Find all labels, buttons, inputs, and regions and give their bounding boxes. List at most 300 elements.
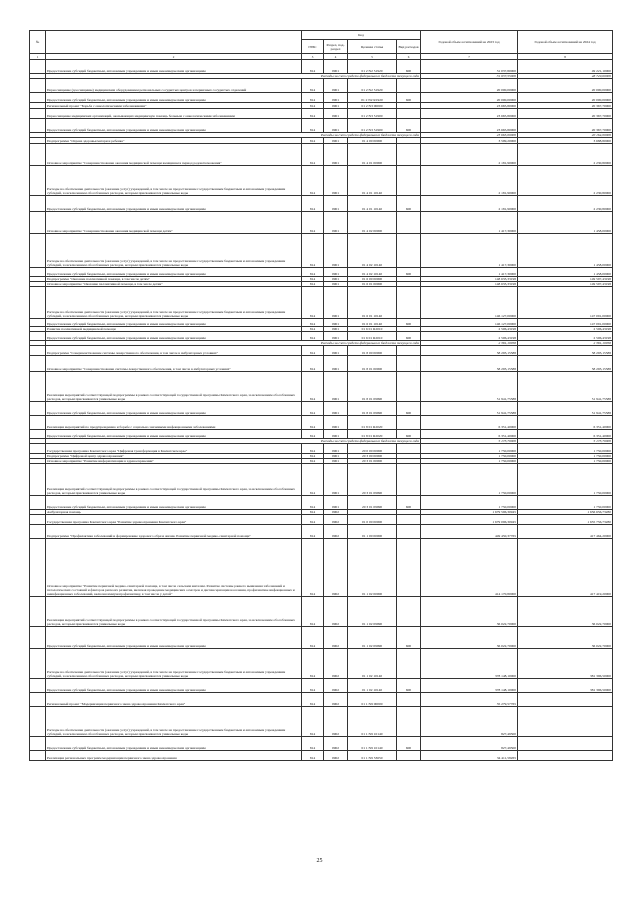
col-header-num: №	[30, 31, 46, 54]
col-header-name	[46, 31, 302, 54]
cell-section: 0902	[324, 515, 348, 525]
cell-target: 01 2 N3 51900	[348, 119, 397, 133]
column-number: 4	[324, 54, 348, 60]
cell-target: 01 4 01 10140	[348, 166, 397, 196]
cell-2024: 1 750,00000	[518, 444, 613, 454]
cell-name: Предоставление субсидий бюджетным, автономным учреждениям и иным некоммерческим организациям	[46, 627, 302, 649]
cell-exptype: 600	[397, 60, 421, 74]
cell-section: 0901	[324, 416, 348, 430]
cell-target: 01 8 01 R2020	[348, 416, 397, 430]
table-row	[30, 539, 613, 597]
cell-name: Предоставление субсидий бюджетным, автономным учреждениям и иным некоммерческим организациям	[46, 737, 302, 751]
cell-section: 0901	[324, 444, 348, 454]
cell-2023: 1 679 596,30945	[421, 510, 518, 515]
cell-target: 01 8 01 R2020	[348, 430, 397, 439]
cell-2024: 1 750,00000	[518, 496, 613, 510]
cell-name: Подпрограмма "Охрана здоровья матери и ребенка"	[46, 138, 302, 144]
cell-2023: 51 941,75588	[421, 402, 518, 416]
cell-2023: 827,49500	[421, 737, 518, 751]
cell-section: 0901	[324, 138, 348, 144]
cell-2023: 1 417,30000	[421, 268, 518, 277]
cell-target: 01 1 02 00000	[348, 539, 397, 597]
cell-num	[30, 496, 46, 510]
cell-2024	[518, 737, 613, 751]
cell-2023: 20 000,00000	[421, 93, 518, 103]
cell-exptype	[397, 144, 421, 166]
cell-2024: 149 597,43198	[518, 277, 613, 282]
cell-2023: 414 170,80000	[421, 539, 518, 597]
cell-2024	[518, 707, 613, 737]
budget-table	[29, 30, 613, 761]
cell-target: 01 2 N3 00000	[348, 103, 397, 109]
cell-grbs: 814	[302, 454, 324, 459]
cell-exptype	[397, 539, 421, 597]
cell-section: 0901	[324, 496, 348, 510]
cell-target: 01 1 N9 53650	[348, 751, 397, 761]
cell-section: 0901	[324, 166, 348, 196]
cell-2024	[518, 693, 613, 707]
table-row	[30, 268, 613, 277]
cell-grbs: 814	[302, 679, 324, 693]
cell-grbs: 814	[302, 196, 324, 212]
cell-exptype: 600	[397, 496, 421, 510]
cell-2024: 20 164,00000	[518, 133, 613, 138]
cell-grbs: 814	[302, 402, 324, 416]
table-row	[30, 287, 613, 319]
cell-name: Переоснащение медицинских организаций, оказывающих медицинскую помощь больным с онкологическими заболеваниями	[46, 109, 302, 119]
col-header-exptype: Вид расходов	[397, 40, 421, 54]
table-row	[30, 597, 613, 627]
cell-section: 0901	[324, 454, 348, 459]
cell-2024: 51 941,75588	[518, 402, 613, 416]
cell-exptype	[397, 356, 421, 372]
cell-grbs: 814	[302, 525, 324, 539]
table-row	[30, 144, 613, 166]
cell-2024: 147 091,00000	[518, 319, 613, 327]
cell-grbs: 814	[302, 649, 324, 679]
cell-grbs: 814	[302, 627, 324, 649]
cell-2023: 51 941,75588	[421, 372, 518, 402]
cell-target: 01 1 N9 10140	[348, 737, 397, 751]
cell-section: 0901	[324, 277, 348, 282]
cell-name: Предоставление субсидий бюджетным, автономным учреждениям и иным некоммерческим организациям	[46, 268, 302, 277]
cell-2023: 378 148,10000	[421, 649, 518, 679]
cell-section: 0902	[324, 693, 348, 707]
cell-section: 0901	[324, 144, 348, 166]
cell-target: 20 3 01 00000	[348, 459, 397, 464]
cell-grbs: 814	[302, 372, 324, 402]
table-row	[30, 346, 613, 356]
cell-2024: 1 458,00000	[518, 268, 613, 277]
cell-2024: 2 230,80000	[518, 166, 613, 196]
cell-target: 01 4 01 10140	[348, 196, 397, 212]
cell-exptype	[397, 109, 421, 119]
col-header-grbs: ГРБС	[302, 40, 324, 54]
cell-grbs: 814	[302, 103, 324, 109]
table-row	[30, 196, 613, 212]
cell-section: 0902	[324, 627, 348, 649]
cell-2024: 1 750,00000	[518, 459, 613, 464]
page-number: 25	[316, 858, 323, 864]
cell-grbs: 814	[302, 287, 324, 319]
cell-num	[30, 166, 46, 196]
cell-name: Расходы на обеспечение деятельности (оказание услуг) учреждений, в том числе на предоставление государственным бюджетным и автономным учреждениям субсидий, за исключением обособленных расходов, которым присваиваются уникальные коды	[46, 707, 302, 737]
cell-name: Предоставление субсидий бюджетным, автономным учреждениям и иным некоммерческим организациям	[46, 430, 302, 439]
cell-exptype: 600	[397, 196, 421, 212]
cell-name: Подпрограмма "Оказание паллиативной помощи, в том числе детям"	[46, 277, 302, 282]
table-row	[30, 402, 613, 416]
cell-num	[30, 109, 46, 119]
cell-target: 01 4 02 00000	[348, 212, 397, 234]
cell-grbs: 814	[302, 79, 324, 93]
cell-name: Предоставление субсидий бюджетным, автономным учреждениям и иным некоммерческим организациям	[46, 196, 302, 212]
cell-section: 0901	[324, 109, 348, 119]
cell-num	[30, 268, 46, 277]
cell-target: 01 8 01 09990	[348, 372, 397, 402]
header-row-top	[30, 31, 613, 40]
cell-num	[30, 196, 46, 212]
cell-2023: 378 148,10000	[421, 679, 518, 693]
cell-section: 0902	[324, 597, 348, 627]
cell-num	[30, 539, 46, 597]
cell-section: 0901	[324, 327, 348, 332]
table-row	[30, 464, 613, 496]
cell-exptype: 600	[397, 119, 421, 133]
cell-grbs: 814	[302, 464, 324, 496]
cell-section: 0901	[324, 93, 348, 103]
cell-grbs: 814	[302, 346, 324, 356]
cell-name: Реализация мероприятий по предупреждению и борьбе с социально значимыми инфекционными заболеваниями	[46, 416, 302, 430]
cell-2023: 827,49500	[421, 707, 518, 737]
cell-num	[30, 402, 46, 416]
column-number: 8	[518, 54, 613, 60]
cell-target: 01 2 N2 R1920	[348, 93, 397, 103]
cell-2023: 36 022,70000	[421, 597, 518, 627]
cell-target: 20 3 01 09990	[348, 496, 397, 510]
cell-target: 01 4 01 00000	[348, 144, 397, 166]
cell-target: 01 2 N2 51920	[348, 60, 397, 74]
cell-exptype: 600	[397, 332, 421, 341]
cell-name: Основное мероприятие "Совершенствование оказания медицинской помощи женщинам в период родовспоможения"	[46, 144, 302, 166]
cell-2023: 1 750,00000	[421, 496, 518, 510]
cell-2024: 58 293,15588	[518, 346, 613, 356]
cell-2024: 36 022,70000	[518, 597, 613, 627]
cell-num	[30, 444, 46, 454]
cell-2024: 36 022,70000	[518, 627, 613, 649]
table-row	[30, 212, 613, 234]
cell-2023: 2 181,90000	[421, 144, 518, 166]
cell-2023: 449 450,37765	[421, 525, 518, 539]
cell-exptype	[397, 707, 421, 737]
cell-target: 01 1 N9 00000	[348, 693, 397, 707]
cell-name: Государственная программа Камчатского края "Цифровая трансформация в Камчатском крае"	[46, 444, 302, 454]
cell-exptype: 600	[397, 93, 421, 103]
column-number: 2	[46, 54, 302, 60]
cell-target: 20 3 01 09990	[348, 464, 397, 496]
cell-2024: 1 655 756,73280	[518, 515, 613, 525]
cell-2023: 58 293,15588	[421, 356, 518, 372]
cell-num	[30, 649, 46, 679]
cell-target: 01 4 02 10140	[348, 268, 397, 277]
cell-2023: 2 506,43198	[421, 332, 518, 341]
table-row	[30, 515, 613, 525]
cell-name: Предоставление субсидий бюджетным, автономным учреждениям и иным некоммерческим организациям	[46, 402, 302, 416]
cell-2024: 1 750,00000	[518, 464, 613, 496]
cell-target: 01 6 01 10140	[348, 319, 397, 327]
cell-grbs: 814	[302, 282, 324, 287]
column-number: 1	[30, 54, 46, 60]
cell-2024: 1 750,00000	[518, 454, 613, 459]
cell-2023: 36 022,70000	[421, 627, 518, 649]
cell-exptype	[397, 287, 421, 319]
cell-2024: 2 381,10958	[518, 341, 613, 346]
cell-grbs: 814	[302, 319, 324, 327]
cell-num	[30, 144, 46, 166]
cell-name: Подпрограмма "Цифровой центр здравоохранения"	[46, 454, 302, 459]
cell-2024: 2 230,80000	[518, 196, 613, 212]
cell-name: Основное мероприятие "Оказание паллиативной помощи, в том числе детям"	[46, 282, 302, 287]
cell-target: 01 0 00 00000	[348, 515, 397, 525]
cell-2023: 1 679 096,30945	[421, 515, 518, 525]
cell-2023: 148 633,33198	[421, 277, 518, 282]
cell-section: 0901	[324, 287, 348, 319]
col-header-target: Целевая статья	[348, 40, 397, 54]
table-row	[30, 679, 613, 693]
cell-target: 01 6 01 00000	[348, 282, 397, 287]
cell-name: Региональный проект "Модернизация первичного звена здравоохранения Камчатского края"	[46, 693, 302, 707]
cell-name: Предоставление субсидий бюджетным, автономным учреждениям и иным некоммерческим организациям	[46, 119, 302, 133]
cell-2024: 2 506,43198	[518, 327, 613, 332]
cell-target: 01 2 N2 51920	[348, 79, 397, 93]
table-row	[30, 649, 613, 679]
cell-num	[30, 93, 46, 103]
table-row	[30, 444, 613, 454]
cell-target: 01 1 00 00000	[348, 525, 397, 539]
cell-exptype: 600	[397, 627, 421, 649]
cell-target: 01 1 02 10140	[348, 679, 397, 693]
cell-name: Предоставление субсидий бюджетным, автономным учреждениям и иным некоммерческим организациям	[46, 93, 302, 103]
cell-target: 01 4 00 00000	[348, 138, 397, 144]
cell-2023: 31 037,55000	[421, 74, 518, 79]
cell-name: Предоставление субсидий бюджетным, автономным учреждениям и иным некоммерческим организациям	[46, 319, 302, 327]
cell-2023: 1 750,00000	[421, 454, 518, 459]
cell-num	[30, 679, 46, 693]
cell-2023: 2 181,90000	[421, 166, 518, 196]
cell-2024: 2 506,43198	[518, 332, 613, 341]
cell-exptype	[397, 515, 421, 525]
table-row	[30, 332, 613, 341]
cell-exptype	[397, 693, 421, 707]
cell-exptype: 600	[397, 268, 421, 277]
cell-section: 0901	[324, 103, 348, 109]
table-row	[30, 737, 613, 751]
cell-2023: 148 633,33198	[421, 282, 518, 287]
cell-exptype	[397, 444, 421, 454]
cell-exptype: 600	[397, 319, 421, 327]
cell-2024: 381 396,50000	[518, 679, 613, 693]
cell-2023: 146 127,00000	[421, 287, 518, 319]
cell-section: 0901	[324, 332, 348, 341]
cell-2024: 381 396,50000	[518, 649, 613, 679]
cell-section: 0902	[324, 679, 348, 693]
cell-target: 01 1 02 09990	[348, 597, 397, 627]
cell-name: Расходы за счет средств федерального бюджета текущего года	[46, 74, 421, 79]
cell-exptype	[397, 649, 421, 679]
cell-name: Развитие паллиативной медицинской помощи	[46, 327, 302, 332]
table-row	[30, 79, 613, 93]
cell-target: 01 1 02 10140	[348, 649, 397, 679]
cell-section: 0901	[324, 372, 348, 402]
cell-name: Расходы на обеспечение деятельности (оказание услуг) учреждений, в том числе на предоставление государственным бюджетным и автономным учреждениям субсидий, за исключением обособленных расходов, которым присваиваются уникальные коды	[46, 649, 302, 679]
cell-2023: 20 000,00000	[421, 79, 518, 93]
cell-num	[30, 79, 46, 93]
cell-grbs: 814	[302, 332, 324, 341]
cell-exptype: 600	[397, 402, 421, 416]
cell-grbs: 814	[302, 597, 324, 627]
cell-2024: 2 230,80000	[518, 144, 613, 166]
cell-exptype	[397, 212, 421, 234]
table-row	[30, 627, 613, 649]
table-row	[30, 372, 613, 402]
cell-name: Основное мероприятие "Совершенствование системы лекарственного обеспечения, в том числе в амбулаторных условиях"	[46, 356, 302, 372]
cell-2024: 417 419,20000	[518, 539, 613, 597]
cell-2023: 1 417,30000	[421, 212, 518, 234]
cell-2023: 1 750,00000	[421, 464, 518, 496]
cell-target: 01 8 01 09990	[348, 402, 397, 416]
cell-name: Предоставление субсидий бюджетным, автономным учреждениям и иным некоммерческим организациям	[46, 60, 302, 74]
cell-section: 0901	[324, 60, 348, 74]
cell-section: 0902	[324, 707, 348, 737]
cell-grbs: 814	[302, 459, 324, 464]
cell-2023: 146 127,00000	[421, 319, 518, 327]
cell-target: 01 2 N3 51900	[348, 109, 397, 119]
cell-section: 0902	[324, 737, 348, 751]
table-row	[30, 119, 613, 133]
cell-2024: 6 351,40000	[518, 430, 613, 439]
cell-grbs: 814	[302, 416, 324, 430]
table-row	[30, 751, 613, 761]
cell-section: 0901	[324, 319, 348, 327]
cell-num	[30, 119, 46, 133]
cell-2023: 23 665,80000	[421, 109, 518, 119]
cell-grbs: 814	[302, 277, 324, 282]
cell-num	[30, 707, 46, 737]
cell-grbs: 814	[302, 515, 324, 525]
cell-target: 01 1 02 09990	[348, 627, 397, 649]
cell-exptype: 600	[397, 430, 421, 439]
table-row	[30, 525, 613, 539]
cell-2023: 23 665,80000	[421, 103, 518, 109]
table-row	[30, 430, 613, 439]
col-header-2023: Годовой объем ассигнований на 2023 год	[421, 31, 518, 54]
cell-name: Предоставление субсидий бюджетным, автономным учреждениям и иным некоммерческим организациям	[46, 332, 302, 341]
cell-section: 0902	[324, 510, 348, 515]
cell-grbs: 814	[302, 60, 324, 74]
column-number: 7	[421, 54, 518, 60]
cell-2024: 1 656 656,73280	[518, 510, 613, 515]
cell-num	[30, 627, 46, 649]
cell-grbs: 814	[302, 496, 324, 510]
cell-section: 0901	[324, 196, 348, 212]
cell-grbs: 814	[302, 707, 324, 737]
cell-exptype	[397, 346, 421, 356]
cell-target: 01 1 N9 10140	[348, 707, 397, 737]
cell-2024: 3 688,80000	[518, 138, 613, 144]
cell-name: Расходы за счет средств федерального бюджета текущего года	[46, 341, 421, 346]
cell-2023: 31 037,80000	[421, 60, 518, 74]
cell-section: 0902	[324, 751, 348, 761]
cell-section: 0901	[324, 459, 348, 464]
cell-num	[30, 525, 46, 539]
cell-grbs: 814	[302, 539, 324, 597]
table-row	[30, 93, 613, 103]
cell-name: Основное мероприятие "Развитие информатизации в здравоохранении"	[46, 459, 302, 464]
cell-2024	[518, 751, 613, 761]
cell-section: 0901	[324, 79, 348, 93]
cell-2024: 20 367,70000	[518, 103, 613, 109]
cell-2023: 2 181,90000	[421, 196, 518, 212]
cell-target: 20 3 00 00000	[348, 454, 397, 459]
cell-grbs: 814	[302, 751, 324, 761]
cell-grbs: 814	[302, 166, 324, 196]
cell-section: 0901	[324, 464, 348, 496]
cell-2024: 58 293,15588	[518, 356, 613, 372]
cell-section: 0901	[324, 402, 348, 416]
cell-target: 20 0 00 00000	[348, 444, 397, 454]
cell-name: Основное мероприятие "Развитие первичной медико-санитарной помощи, в том числе сельским жителям. Развитие системы раннего выявления заболеваний и патологических состояний и факторов риска их развития, включая проведение медицинских осмотров и диспансеризации населения, профилактике инфекционных и неинфекционных заболеваний, включая иммунопрофилактику, в том числе у детей"	[46, 539, 302, 597]
cell-name: Предоставление субсидий бюджетным, автономным учреждениям и иным некоммерческим организациям	[46, 679, 302, 693]
cell-exptype	[397, 751, 421, 761]
cell-2024: 6 351,40000	[518, 416, 613, 430]
cell-grbs: 814	[302, 693, 324, 707]
cell-num	[30, 319, 46, 327]
cell-num	[30, 287, 46, 319]
cell-grbs: 814	[302, 138, 324, 144]
cell-exptype	[397, 234, 421, 268]
col-header-code-group: Код	[302, 31, 421, 40]
table-row	[30, 319, 613, 327]
cell-2023: 1 750,00000	[421, 444, 518, 454]
cell-2024: 20 367,70000	[518, 119, 613, 133]
cell-grbs: 814	[302, 510, 324, 515]
cell-grbs: 814	[302, 109, 324, 119]
cell-2024: 49 221,10000	[518, 60, 613, 74]
table-row	[30, 60, 613, 74]
cell-target: 01 6 01 10140	[348, 287, 397, 319]
cell-2023: 23 665,80000	[421, 119, 518, 133]
cell-section: 0901	[324, 430, 348, 439]
cell-grbs: 814	[302, 356, 324, 372]
cell-grbs: 814	[302, 234, 324, 268]
cell-name: Реализация региональных программ модернизации первичного звена здравоохранения	[46, 751, 302, 761]
cell-section: 0901	[324, 282, 348, 287]
cell-section: 0902	[324, 525, 348, 539]
cell-num	[30, 737, 46, 751]
cell-section: 0901	[324, 234, 348, 268]
cell-name: Региональный проект "Борьба с онкологическими заболеваниями"	[46, 103, 302, 109]
cell-grbs: 814	[302, 327, 324, 332]
cell-2024: 51 941,75588	[518, 372, 613, 402]
cell-2024: 5 173,70000	[518, 439, 613, 444]
cell-2024: 1 458,00000	[518, 212, 613, 234]
cell-2023: 6 351,40000	[421, 430, 518, 439]
cell-target: 01 4 02 10140	[348, 234, 397, 268]
cell-2024: 20 367,70000	[518, 109, 613, 119]
cell-num	[30, 515, 46, 525]
cell-target: 01 8 01 00000	[348, 356, 397, 372]
cell-name: Расходы за счет средств федерального бюджета текущего года	[46, 439, 421, 444]
cell-2024: 20 000,00000	[518, 93, 613, 103]
